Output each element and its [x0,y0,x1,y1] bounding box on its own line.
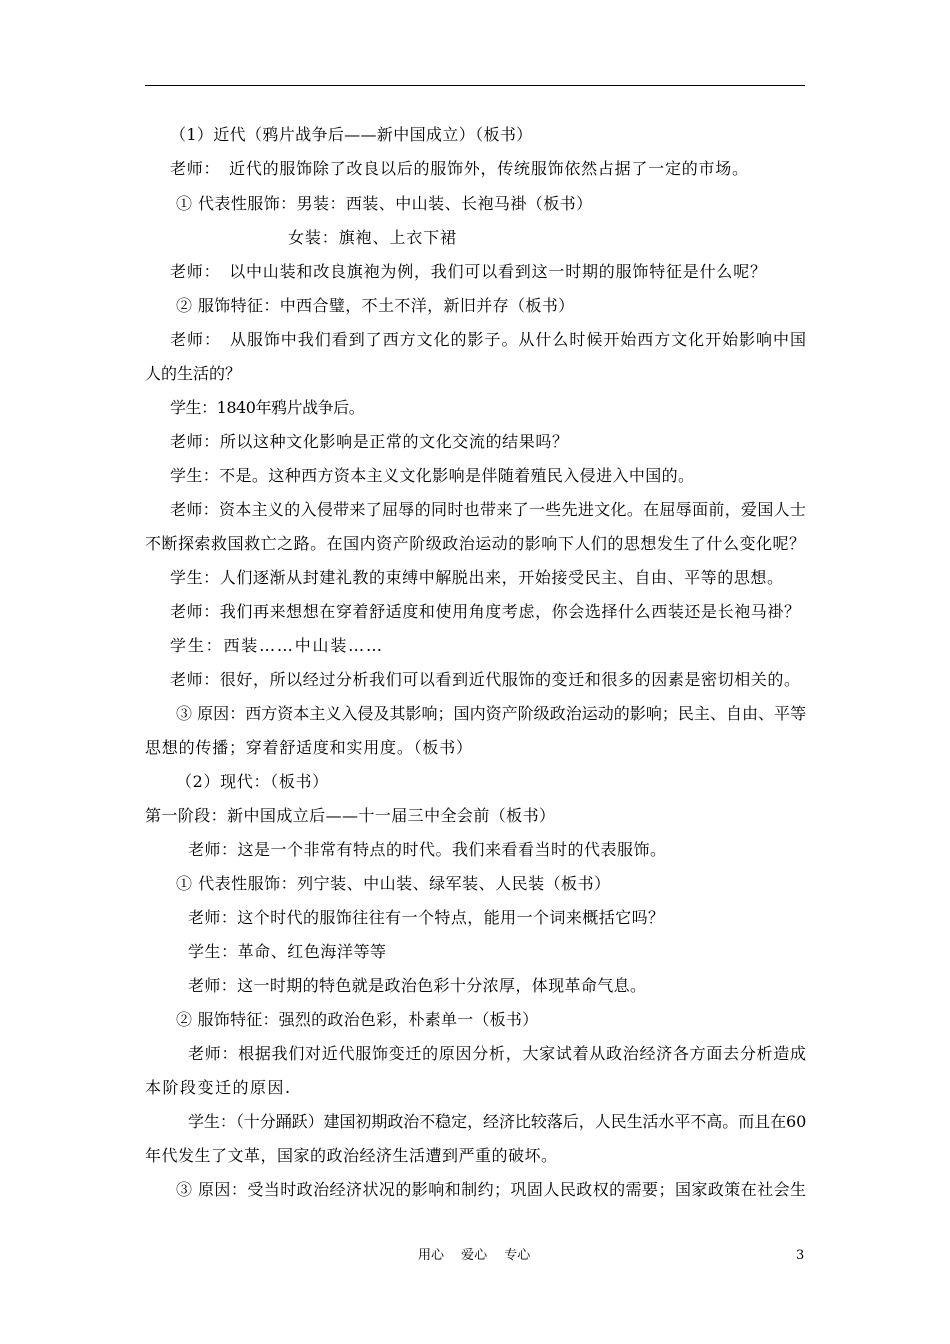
text-line: 学生：（十分踊跃）建国初期政治不稳定，经济比较落后，人民生活水平不高。而且在60 [188,1112,807,1131]
text-line: 老师：我们再来想想在穿着舒适度和使用角度考虑，你会选择什么西装还是长袍马褂？ [170,602,801,621]
text-line: 思想的传播；穿着舒适度和实用度。（板书） [145,738,473,757]
footer-motto: 用心 爱心 专心 [418,1248,531,1263]
text-line: ② 服饰特征：中西合璧，不土不洋，新旧并存（板书） [176,296,575,315]
text-line: ① 代表性服饰：列宁装、中山装、绿军装、人民装（板书） [176,874,611,893]
text-line: ① 代表性服饰：男装：西装、中山装、长袍马褂（板书） [176,194,593,213]
text-line: 本阶段变迁的原因. [145,1078,292,1097]
text-line: 学生：1840年鸦片战争后。 [170,398,365,417]
text-line: 老师：这是一个非常有特点的时代。我们来看看当时的代表服饰。 [188,840,667,859]
text-line: 老师：这一时期的特色就是政治色彩十分浓厚，体现革命气息。 [188,976,647,995]
text-line: （2）现代：（板书） [176,772,329,791]
text-line: 老师： 近代的服饰除了改良以后的服饰外，传统服饰依然占据了一定的市场。 [170,159,749,178]
text-line: 老师：很好，所以经过分析我们可以看到近代服饰的变迁和很多的因素是密切相关的。 [170,670,801,689]
text-line: 学生：西装……中山装…… [170,636,384,655]
text-line: 人的生活的？ [145,364,242,383]
text-line: 老师：资本主义的入侵带来了屈辱的同时也带来了一些先进文化。在屈辱面前，爱国人士 [170,500,807,519]
text-line: ③ 原因：西方资本主义入侵及其影响；国内资产阶级政治运动的影响；民主、自由、平等 [176,704,807,723]
text-line: 女装：旗袍、上衣下裙 [288,228,457,247]
text-line: 学生：不是。这种西方资本主义文化影响是伴随着殖民入侵进入中国的。 [170,466,695,485]
text-line: （1）近代（鸦片战争后——新中国成立）（板书） [170,125,533,144]
text-line: 年代发生了文革，国家的政治经济生活遭到严重的破坏。 [145,1146,558,1165]
text-line: 不断探索救国救亡之路。在国内资产阶级政治运动的影响下人们的思想发生了什么变化呢？ [145,534,806,553]
text-line: 老师： 以中山装和改良旗袍为例，我们可以看到这一时期的服饰特征是什么呢？ [170,262,767,281]
text-line: 老师：根据我们对近代服饰变迁的原因分析，大家试着从政治经济各方面去分析造成 [188,1044,807,1063]
text-line: 老师： 从服饰中我们看到了西方文化的影子。从什么时候开始西方文化开始影响中国 [170,330,807,349]
text-line: 学生：革命、红色海洋等等 [188,942,387,961]
text-line: 学生：人们逐渐从封建礼教的束缚中解脱出来，开始接受民主、自由、平等的思想。 [170,568,784,587]
text-line: ③ 原因：受当时政治经济状况的影响和制约；巩固人民政权的需要；国家政策在社会生 [176,1180,807,1199]
page-number: 3 [796,1248,805,1263]
text-line: 第一阶段：新中国成立后——十一届三中全会前（板书） [145,806,556,825]
text-line: 老师：这个时代的服饰往往有一个特点，能用一个词来概括它吗？ [188,908,665,927]
text-line: 老师：所以这种文化影响是正常的文化交流的结果吗？ [170,432,569,451]
text-line: ② 服饰特征：强烈的政治色彩，朴素单一（板书） [176,1010,539,1029]
header-rule [145,85,805,86]
